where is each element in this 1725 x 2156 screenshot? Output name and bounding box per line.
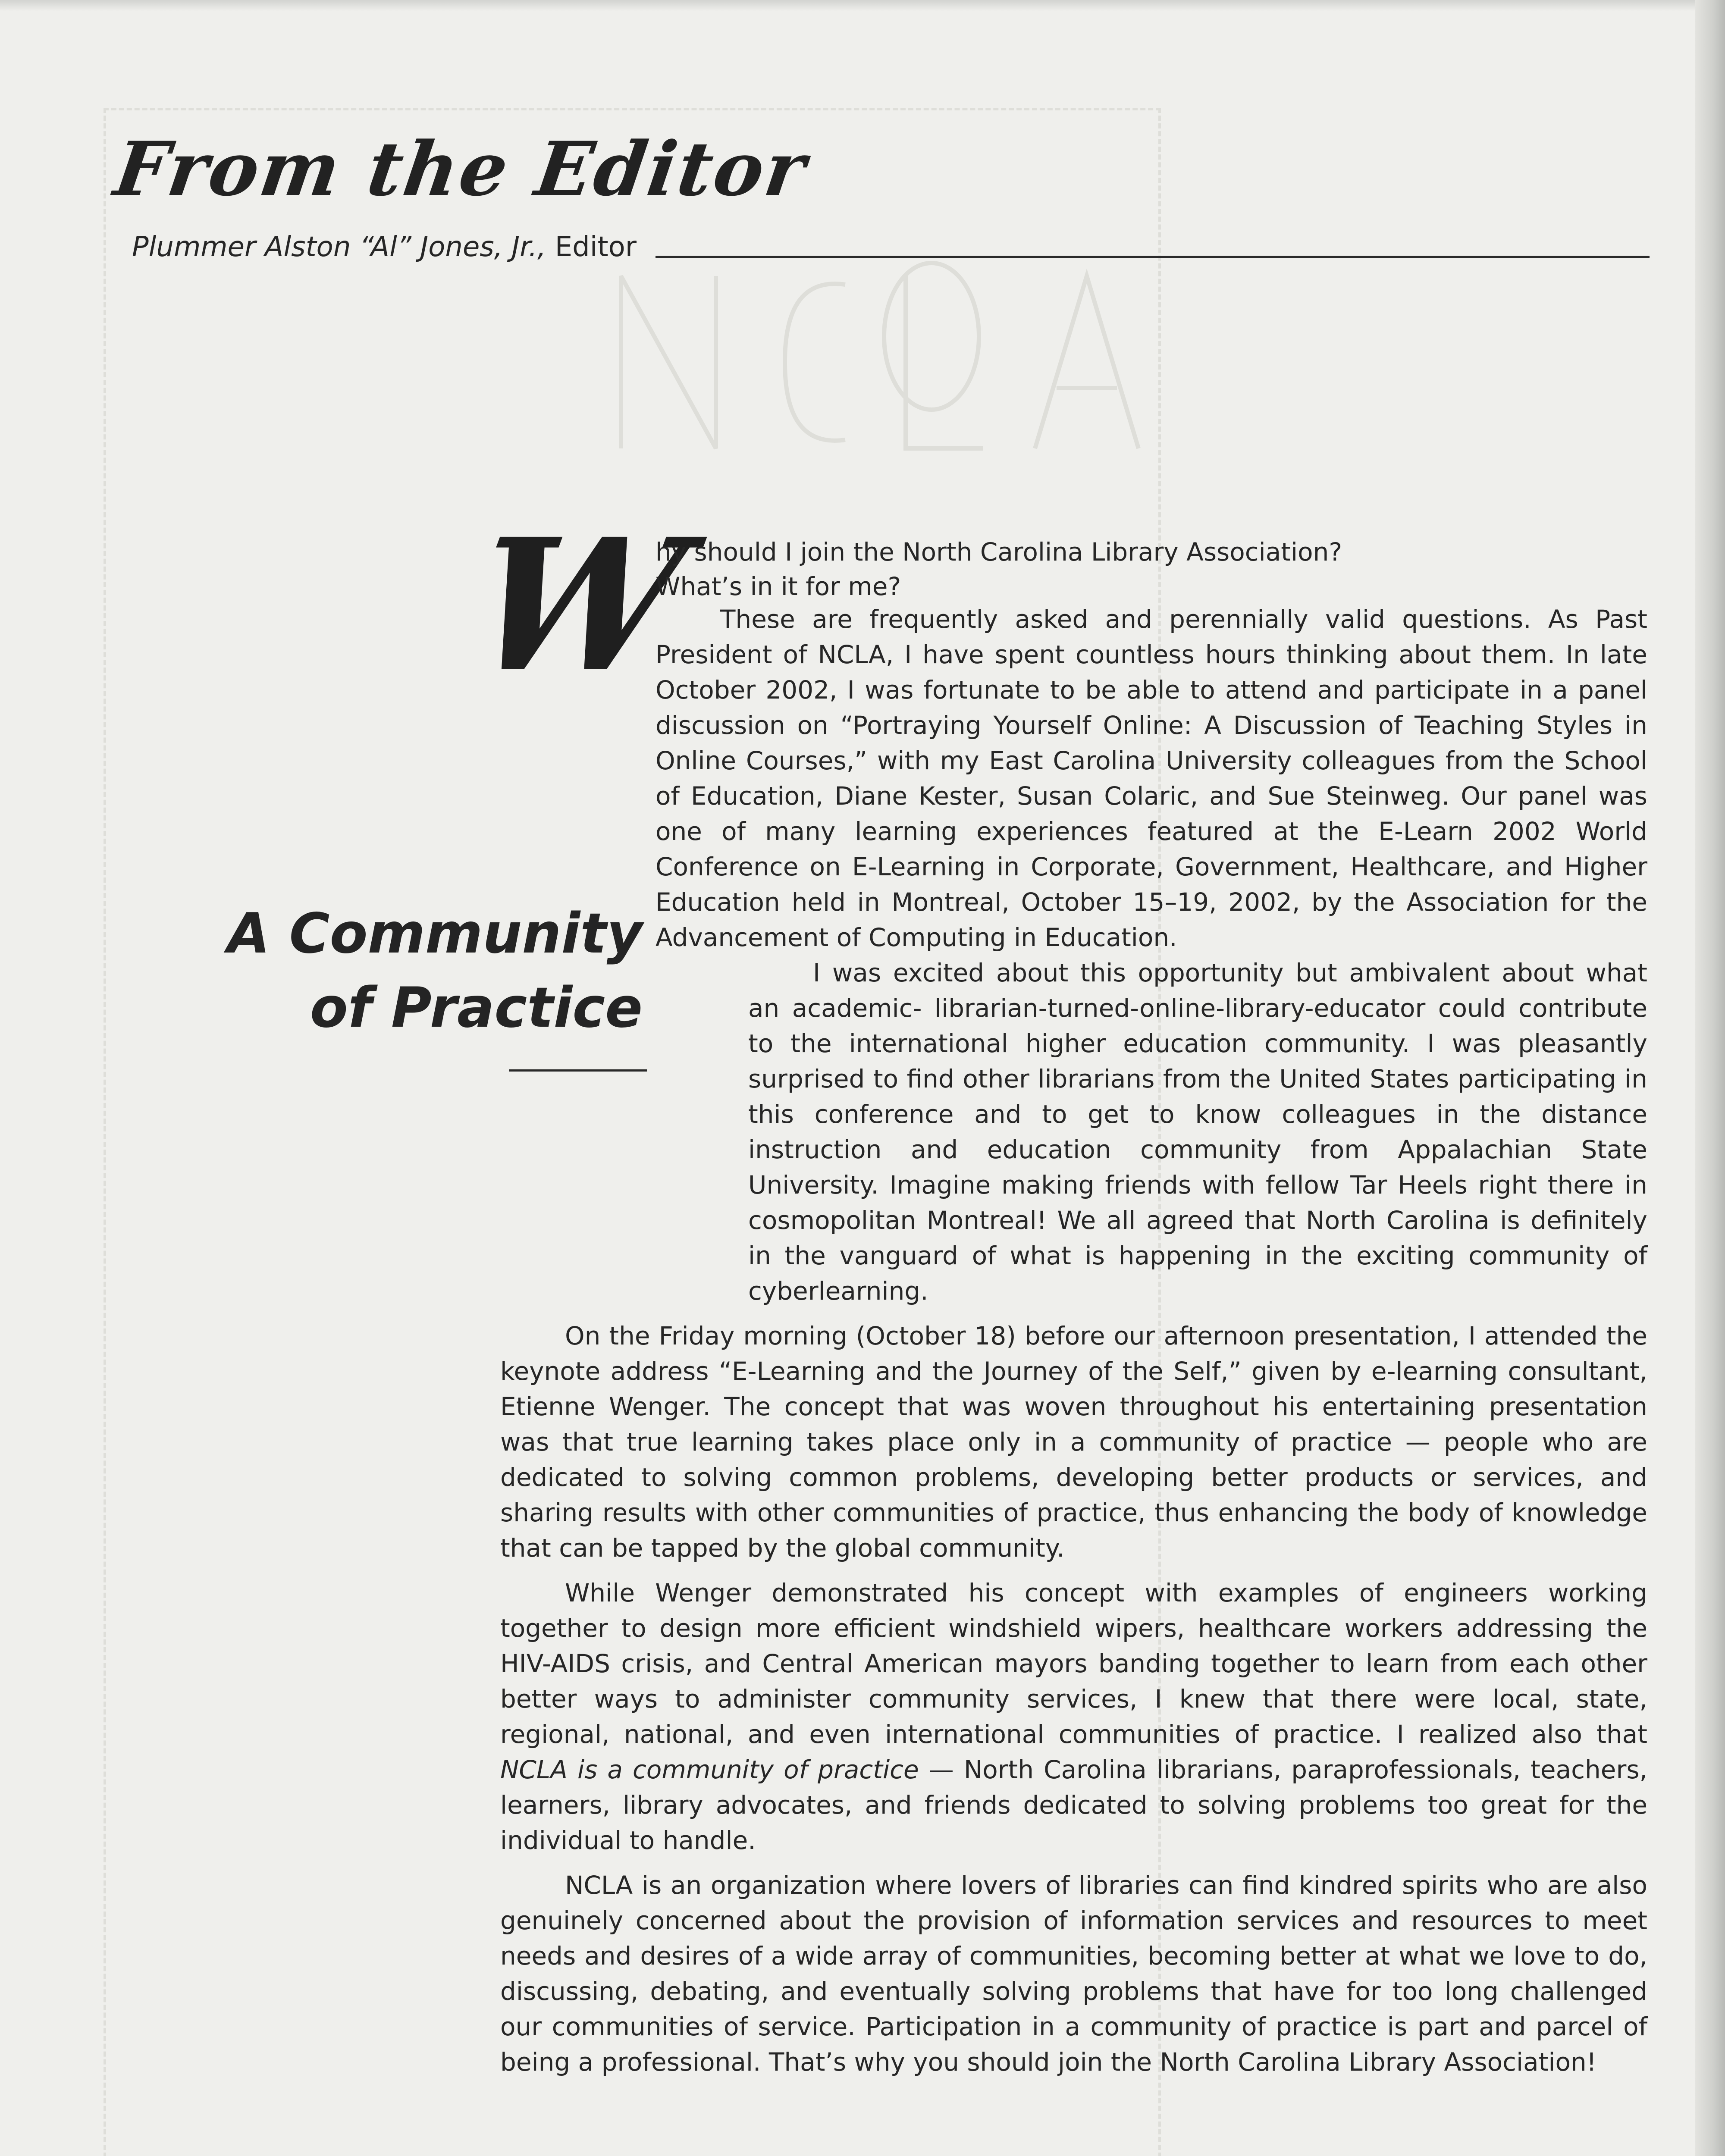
paragraph-4-italic: NCLA is a community of practice	[500, 1755, 919, 1784]
paragraph-5: NCLA is an organization where lovers of libraries can find kindred spirits who are also genuinely concerned about the provision of information services and resources to meet needs and desires of a wide array of communities, becoming better at what we love to do, discussing, debating, and eventually solving problems that have for too long challenged our communities of service. Participation in a community of practice is part and parcel of being a professional. That’s why you should join the North Carolina Library Association!	[500, 1871, 1647, 2077]
byline-rule	[656, 256, 1650, 258]
paragraph-1: These are frequently asked and perennially valid questions. As Past President of NCLA, I have spent countless hours thinking about them. In late October 2002, I was fortunate to be able to attend and participate in a panel discussion on “Portraying Yourself Online: A Discussion of Teaching Styles in Online Courses,” with my East Carolina University colleagues from the School of Education, Diane Kester, Susan Colaric, and Sue Steinweg. Our panel was one of many learning experiences featured at the E-Learn 2002 World Conference on E-Learning in Corporate, Government, Healthcare, and Higher Education held in Montreal, October 15–19, 2002, by the Association for the Advancement of Computing in Education.	[656, 605, 1647, 952]
paragraph-4-rest: — North Carolina librarians, paraprofessionals, teachers, learners, library advocates, and friends dedicated to solving problems too great for the individual to handle.	[500, 1755, 1647, 1855]
paragraph-4	[500, 1575, 1647, 1858]
author-name: Plummer Alston “Al” Jones, Jr.,	[132, 231, 546, 263]
feature-title-line-1: A Community	[227, 902, 643, 966]
paragraph-4-text: While Wenger demonstrated his concept with examples of engineers working together to design more efficient windshield wipers, healthcare workers addressing the HIV-AIDS crisis, and Central American mayors banding together to learn from each other better ways to administer community services, I knew that there were local, state, regional, national, and even international communities of practice. I realized also that	[500, 1578, 1647, 1749]
lead-line-2: What’s in it for me?	[656, 572, 901, 601]
paragraph-2: I was excited about this opportunity but ambivalent about what an academic- librarian-turned-online-library-educator could contribute to the international higher education community. I was pleasantly surprised to find other librarians from the United States participating in this conference and to get to know colleagues in the distance instruction and education community from Appalachian State University. Imagine making friends with fellow Tar Heels right there in cosmopolitan Montreal! We all agreed that North Carolina is definitely in the vanguard of what is happening in the exciting community of cyberlearning.	[748, 958, 1647, 1306]
drop-cap: W	[458, 499, 699, 712]
feature-title-line-2: of Practice	[310, 976, 643, 1040]
scan-edge-right	[1695, 0, 1725, 2156]
scan-edge-top	[0, 0, 1725, 11]
masthead-title: From the Editor	[109, 125, 812, 213]
author-role: Editor	[555, 231, 637, 263]
article-body	[500, 602, 1647, 2080]
paragraph-3: On the Friday morning (October 18) before our afternoon presentation, I attended the keynote address “E-Learning and the Journey of the Self,” given by e-learning consultant, Etienne Wenger. The concept that was woven throughout his entertaining presentation was that true learning takes place only in a community of practice — people who are dedicated to solving common problems, developing better products or services, and sharing results with other communities of practice, thus enhancing the body of knowledge that can be tapped by the global community.	[500, 1321, 1647, 1563]
byline	[132, 231, 1650, 263]
lead-line-1: hy should I join the North Carolina Library Association?	[656, 537, 1342, 567]
